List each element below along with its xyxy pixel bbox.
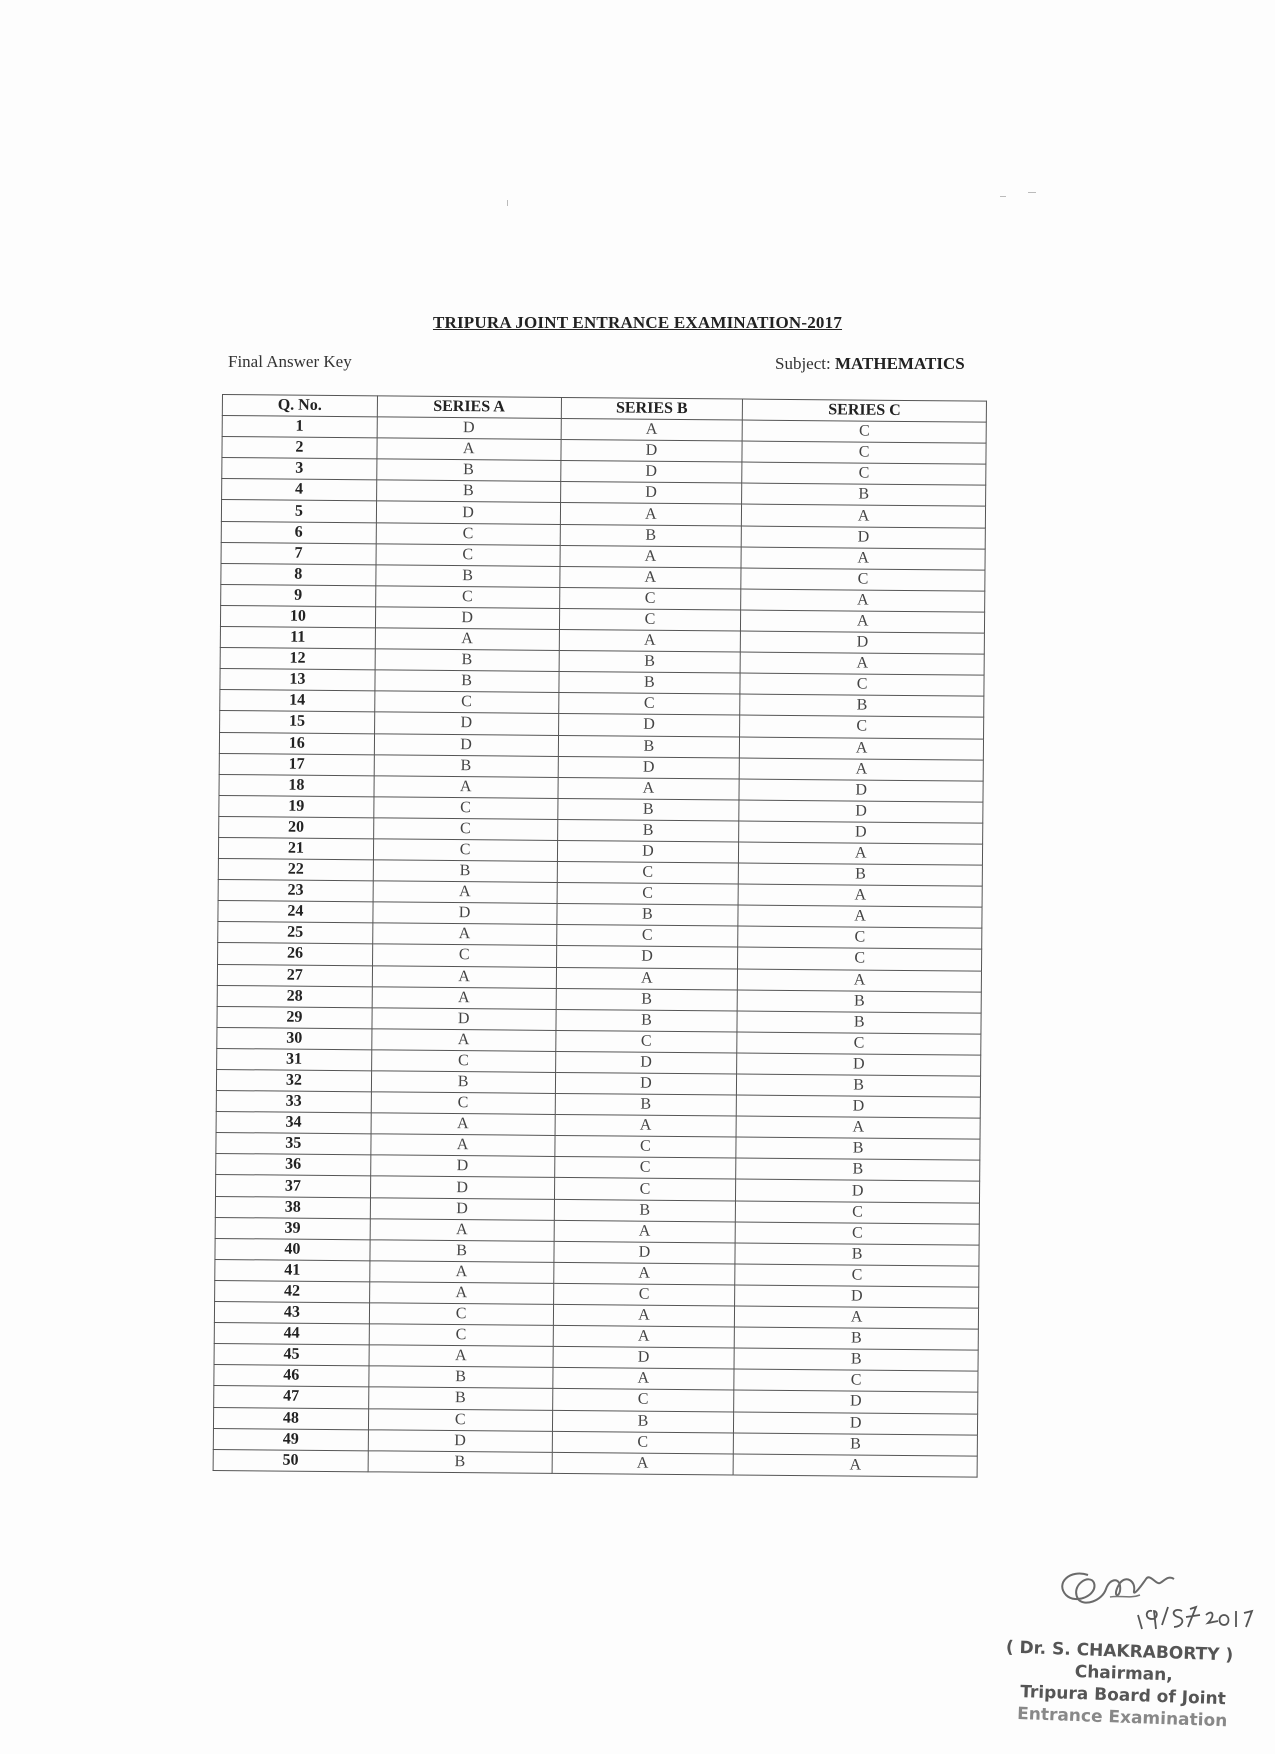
cell-series-a: B <box>370 1240 554 1263</box>
cell-series-a: D <box>372 1008 556 1031</box>
cell-series-c: D <box>741 526 985 549</box>
cell-series-b: A <box>556 967 738 990</box>
cell-series-c: A <box>736 1116 980 1139</box>
scan-speck <box>1028 192 1036 193</box>
cell-series-a: B <box>371 1071 555 1094</box>
cell-series-a: C <box>369 1303 553 1326</box>
cell-qno: 14 <box>220 690 375 712</box>
cell-series-c: B <box>737 1074 981 1097</box>
cell-series-c: C <box>738 947 982 970</box>
signatory-organization-line1: Tripura Board of Joint <box>1019 1682 1227 1710</box>
cell-series-b: D <box>553 1347 735 1370</box>
cell-series-c: D <box>734 1390 978 1413</box>
cell-series-a: C <box>372 944 556 967</box>
cell-qno: 33 <box>216 1091 371 1113</box>
cell-series-a: C <box>376 522 560 545</box>
cell-series-b: B <box>559 651 741 674</box>
cell-series-b: B <box>558 672 740 695</box>
cell-qno: 12 <box>220 648 375 670</box>
scan-speck <box>507 200 508 206</box>
cell-series-b: A <box>559 566 741 589</box>
cell-series-a: D <box>370 1155 554 1178</box>
cell-qno: 15 <box>220 711 375 733</box>
cell-series-b: C <box>556 925 738 948</box>
cell-series-b: B <box>555 1009 737 1032</box>
cell-qno: 23 <box>218 880 373 902</box>
cell-series-b: B <box>560 524 742 547</box>
document-title: TRIPURA JOINT ENTRANCE EXAMINATION-2017 <box>432 313 843 332</box>
cell-series-a: C <box>371 1092 555 1115</box>
cell-series-b: B <box>554 1199 736 1222</box>
cell-series-c: C <box>734 1369 978 1392</box>
cell-series-b: A <box>553 1304 735 1327</box>
cell-series-a: A <box>369 1345 553 1368</box>
cell-qno: 4 <box>222 479 377 501</box>
cell-series-c: B <box>740 694 984 717</box>
cell-series-c: C <box>740 715 984 738</box>
cell-series-c: A <box>740 652 984 675</box>
cell-qno: 47 <box>214 1386 369 1408</box>
cell-series-a: B <box>376 565 560 588</box>
cell-series-c: A <box>735 1306 979 1329</box>
cell-series-a: D <box>377 417 561 440</box>
cell-series-b: B <box>552 1410 734 1433</box>
cell-series-c: D <box>739 821 983 844</box>
cell-qno: 28 <box>217 985 372 1007</box>
cell-series-a: C <box>376 544 560 567</box>
cell-qno: 22 <box>218 859 373 881</box>
cell-series-c: C <box>737 1032 981 1055</box>
cell-qno: 3 <box>222 458 377 480</box>
cell-series-a: B <box>374 754 558 777</box>
cell-series-a: A <box>372 986 556 1009</box>
cell-series-c: C <box>735 1264 979 1287</box>
cell-qno: 19 <box>219 795 374 817</box>
cell-series-c: D <box>739 800 983 823</box>
cell-series-b: A <box>555 1115 737 1138</box>
signature-block <box>987 1636 1260 1733</box>
subject-value: MATHEMATICS <box>834 354 965 373</box>
cell-series-c: C <box>742 462 986 485</box>
cell-series-b: A <box>553 1326 735 1349</box>
subject-line <box>775 354 965 374</box>
column-header-series-a: SERIES A <box>377 396 561 419</box>
cell-series-a: A <box>372 1029 556 1052</box>
cell-qno: 27 <box>217 964 372 986</box>
signatory-designation: Chairman, <box>1074 1661 1174 1686</box>
cell-series-b: D <box>558 714 740 737</box>
cell-series-c: A <box>738 905 982 928</box>
cell-series-b: C <box>554 1157 736 1180</box>
cell-series-a: A <box>372 965 556 988</box>
cell-series-c: A <box>733 1454 977 1477</box>
cell-qno: 1 <box>222 416 377 438</box>
cell-series-a: D <box>376 501 560 524</box>
cell-series-a: C <box>373 818 557 841</box>
cell-qno: 39 <box>215 1217 370 1239</box>
cell-series-c: C <box>742 441 986 464</box>
answer-key-label: Final Answer Key <box>228 352 352 371</box>
cell-series-a: A <box>370 1218 554 1241</box>
cell-series-b: C <box>558 693 740 716</box>
cell-series-c: A <box>740 737 984 760</box>
cell-qno: 49 <box>213 1428 368 1450</box>
cell-qno: 18 <box>219 774 374 796</box>
cell-qno: 8 <box>221 563 376 585</box>
cell-qno: 16 <box>219 732 374 754</box>
cell-qno: 24 <box>218 901 373 923</box>
cell-series-a: D <box>374 712 558 735</box>
cell-series-b: C <box>557 883 739 906</box>
cell-series-b: C <box>552 1431 734 1454</box>
cell-series-c: B <box>734 1327 978 1350</box>
subject-label: Subject: <box>775 354 831 373</box>
cell-series-a: D <box>374 733 558 756</box>
cell-series-c: D <box>737 1095 981 1118</box>
cell-series-c: A <box>738 969 982 992</box>
cell-qno: 20 <box>219 816 374 838</box>
cell-series-a: B <box>375 649 559 672</box>
cell-series-b: D <box>555 1051 737 1074</box>
cell-series-b: D <box>558 756 740 779</box>
signatory-organization-line2: Entrance Examination <box>1016 1704 1228 1732</box>
cell-series-a: D <box>368 1429 552 1452</box>
cell-series-a: D <box>370 1176 554 1199</box>
cell-series-c: B <box>734 1348 978 1371</box>
cell-series-c: C <box>741 568 985 591</box>
cell-series-a: B <box>368 1387 552 1410</box>
cell-series-c: B <box>737 1011 981 1034</box>
cell-qno: 26 <box>218 943 373 965</box>
cell-series-a: A <box>372 923 556 946</box>
cell-series-a: B <box>375 670 559 693</box>
column-header-qno: Q. No. <box>222 395 377 417</box>
cell-qno: 10 <box>220 605 375 627</box>
cell-series-b: D <box>560 461 742 484</box>
cell-qno: 42 <box>215 1280 370 1302</box>
cell-series-c: B <box>736 1137 980 1160</box>
cell-series-c: C <box>735 1222 979 1245</box>
cell-series-a: C <box>368 1408 552 1431</box>
cell-series-b: A <box>558 777 740 800</box>
cell-qno: 46 <box>214 1365 369 1387</box>
cell-series-b: B <box>557 798 739 821</box>
cell-series-b: B <box>556 988 738 1011</box>
cell-series-b: A <box>552 1452 734 1475</box>
cell-qno: 2 <box>222 437 377 459</box>
cell-series-a: D <box>375 607 559 630</box>
cell-qno: 7 <box>221 542 376 564</box>
cell-qno: 17 <box>219 753 374 775</box>
cell-series-c: C <box>736 1201 980 1224</box>
cell-series-b: A <box>553 1262 735 1285</box>
cell-qno: 36 <box>216 1154 371 1176</box>
cell-series-c: B <box>734 1433 978 1456</box>
cell-series-b: D <box>555 1072 737 1095</box>
cell-series-a: A <box>373 881 557 904</box>
cell-qno: 43 <box>214 1302 369 1324</box>
cell-qno: 34 <box>216 1112 371 1134</box>
cell-qno: 44 <box>214 1323 369 1345</box>
cell-series-c: C <box>742 420 986 443</box>
cell-series-a: A <box>375 628 559 651</box>
cell-series-b: D <box>556 946 738 969</box>
cell-series-c: B <box>739 863 983 886</box>
cell-series-b: C <box>553 1283 735 1306</box>
cell-series-a: A <box>369 1282 553 1305</box>
cell-series-a: B <box>377 459 561 482</box>
cell-series-b: A <box>559 629 741 652</box>
cell-series-c: A <box>739 758 983 781</box>
cell-qno: 35 <box>216 1133 371 1155</box>
cell-qno: 41 <box>215 1259 370 1281</box>
cell-series-c: D <box>737 1053 981 1076</box>
cell-series-c: D <box>739 779 983 802</box>
cell-series-b: C <box>555 1030 737 1053</box>
cell-series-a: C <box>375 586 559 609</box>
cell-series-a: D <box>370 1197 554 1220</box>
column-header-series-c: SERIES C <box>743 399 987 422</box>
scan-speck <box>1000 196 1006 197</box>
cell-qno: 37 <box>216 1175 371 1197</box>
cell-series-c: A <box>742 505 986 528</box>
cell-series-a: C <box>374 691 558 714</box>
cell-series-a: A <box>374 776 558 799</box>
cell-series-a: A <box>377 438 561 461</box>
cell-series-b: A <box>561 419 743 442</box>
cell-series-c: B <box>736 1158 980 1181</box>
cell-series-b: B <box>556 904 738 927</box>
cell-series-b: C <box>554 1136 736 1159</box>
cell-qno: 21 <box>218 837 373 859</box>
cell-series-b: A <box>560 545 742 568</box>
handwritten-signature <box>1050 1555 1270 1645</box>
cell-series-a: D <box>373 902 557 925</box>
cell-series-a: B <box>369 1366 553 1389</box>
cell-qno: 40 <box>215 1238 370 1260</box>
cell-series-c: B <box>737 990 981 1013</box>
cell-series-b: C <box>559 608 741 631</box>
cell-series-b: D <box>553 1241 735 1264</box>
cell-series-a: C <box>373 839 557 862</box>
cell-qno: 9 <box>221 584 376 606</box>
cell-qno: 38 <box>215 1196 370 1218</box>
cell-series-c: D <box>741 631 985 654</box>
cell-series-c: B <box>742 483 986 506</box>
cell-series-a: C <box>371 1050 555 1073</box>
cell-series-a: A <box>370 1261 554 1284</box>
cell-qno: 45 <box>214 1344 369 1366</box>
table-body <box>213 416 986 1477</box>
cell-series-c: A <box>739 842 983 865</box>
cell-series-a: C <box>374 797 558 820</box>
cell-series-c: A <box>738 884 982 907</box>
column-header-series-b: SERIES B <box>561 397 743 420</box>
signatory-name: ( Dr. S. CHAKRABORTY ) <box>1005 1637 1234 1666</box>
cell-series-b: B <box>555 1094 737 1117</box>
cell-series-a: B <box>368 1451 552 1474</box>
answer-key-table <box>213 394 987 1477</box>
cell-series-b: B <box>558 735 740 758</box>
cell-qno: 29 <box>217 1006 372 1028</box>
cell-series-b: D <box>560 440 742 463</box>
cell-series-c: C <box>740 673 984 696</box>
cell-qno: 11 <box>220 627 375 649</box>
cell-series-b: A <box>560 503 742 526</box>
cell-series-a: B <box>373 860 557 883</box>
cell-qno: 30 <box>217 1027 372 1049</box>
cell-series-b: C <box>554 1178 736 1201</box>
cell-series-b: A <box>552 1368 734 1391</box>
cell-series-a: C <box>369 1324 553 1347</box>
cell-series-c: C <box>738 926 982 949</box>
cell-series-b: C <box>557 862 739 885</box>
cell-series-c: A <box>741 547 985 570</box>
cell-series-b: C <box>552 1389 734 1412</box>
cell-series-a: A <box>371 1134 555 1157</box>
cell-series-b: D <box>560 482 742 505</box>
cell-qno: 6 <box>221 521 376 543</box>
cell-qno: 32 <box>216 1069 371 1091</box>
cell-series-c: B <box>735 1243 979 1266</box>
cell-series-c: A <box>741 589 985 612</box>
cell-qno: 31 <box>217 1048 372 1070</box>
cell-qno: 5 <box>221 500 376 522</box>
cell-qno: 50 <box>213 1449 368 1471</box>
cell-series-c: A <box>741 610 985 633</box>
cell-series-a: B <box>376 480 560 503</box>
cell-series-b: A <box>554 1220 736 1243</box>
cell-series-c: D <box>735 1285 979 1308</box>
cell-series-b: B <box>557 819 739 842</box>
cell-qno: 25 <box>218 922 373 944</box>
cell-series-b: C <box>559 587 741 610</box>
cell-qno: 13 <box>220 669 375 691</box>
cell-series-c: D <box>736 1179 980 1202</box>
cell-qno: 48 <box>213 1407 368 1429</box>
cell-series-b: D <box>557 840 739 863</box>
cell-series-c: D <box>734 1412 978 1435</box>
cell-series-a: A <box>371 1113 555 1136</box>
